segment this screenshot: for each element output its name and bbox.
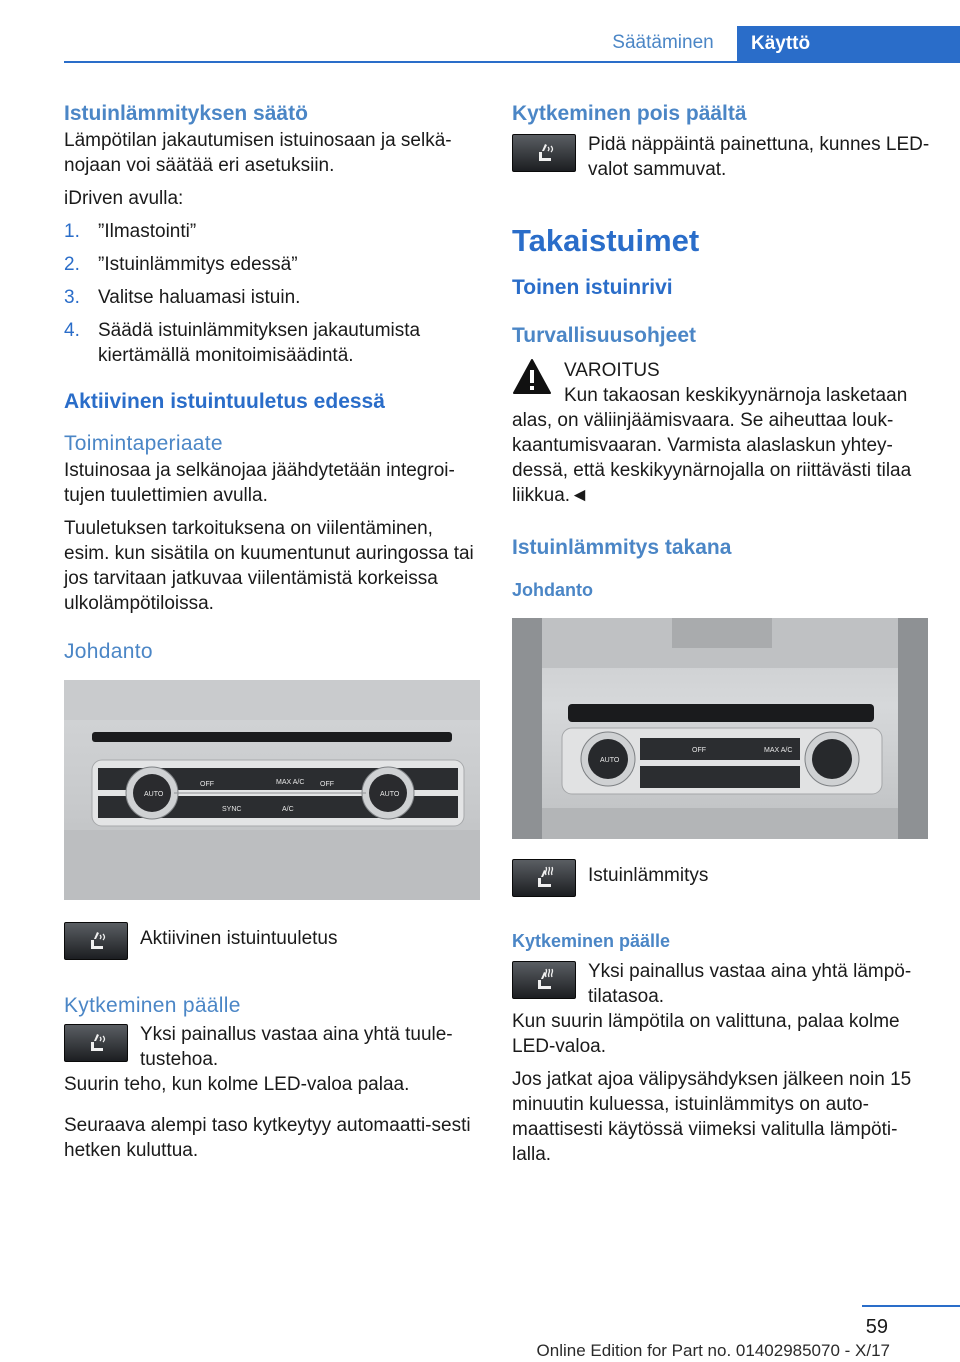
rear-climate-panel-illustration — [512, 618, 928, 839]
panel-label-auto-right: AUTO — [380, 791, 400, 798]
icon-caption-seat-heating: Istuinlämmitys — [588, 865, 709, 886]
left-column — [64, 100, 482, 1163]
paragraph-switch-on: Yksi painallus vastaa aina yhtä tuule-tustehoa. — [140, 1024, 453, 1070]
switch-off-icon-row — [512, 132, 932, 182]
seat-ventilation-icon — [512, 134, 576, 172]
heading-rear-intro: Johdanto — [512, 580, 593, 600]
front-climate-panel-photo — [64, 680, 480, 900]
warning-triangle-icon — [512, 358, 552, 394]
step-number: 4. — [64, 320, 80, 341]
heading-active-ventilation: Aktiivinen istuintuuletus edessä — [64, 390, 385, 413]
paragraph-idrive: iDriven avulla: — [64, 188, 184, 209]
paragraph-max-power: Suurin teho, kun kolme LED-valoa palaa. — [64, 1074, 410, 1095]
heading-rear-switch-on: Kytkeminen päälle — [512, 931, 671, 951]
seat-heating-icon — [512, 961, 576, 999]
step-number: 2. — [64, 254, 80, 275]
ventilation-icon-row — [64, 920, 482, 970]
heading-intro: Johdanto — [64, 640, 153, 663]
step-text: ”Ilmastointi” — [98, 221, 197, 242]
footer-divider — [862, 1305, 960, 1307]
rear-climate-panel-photo — [512, 618, 928, 839]
list-item — [64, 318, 482, 368]
paragraph-rear-switch-on: Yksi painallus vastaa aina yhtä lämpö-tilatasoa. — [588, 961, 912, 1007]
step-text: Säädä istuinlämmityksen jakautumista kiertämällä monitoimisäädintä. — [98, 320, 421, 366]
panel-label-ac: A/C — [282, 806, 294, 813]
panel-label-max-ac: MAX A/C — [276, 779, 305, 786]
panel-label-sync: SYNC — [222, 806, 242, 813]
front-climate-panel-illustration — [64, 680, 480, 900]
step-number: 1. — [64, 221, 80, 242]
edition-note: Online Edition for Part no. 01402985070 - X/17 — [536, 1341, 890, 1360]
panel-label-off-left: OFF — [200, 781, 214, 788]
list-item — [64, 252, 482, 277]
rear-panel-label-auto: AUTO — [600, 757, 620, 764]
paragraph-principle: Istuinosaa ja selkänojaa jäähdytetään integroi-tujen tuulettimien avulla. — [64, 460, 455, 506]
rear-switch-on-icon-row — [512, 959, 932, 1009]
list-item — [64, 219, 482, 244]
rear-panel-label-max-ac: MAX A/C — [764, 747, 793, 754]
steps-list — [64, 219, 482, 368]
paragraph-rear-continue: Jos jatkat ajoa välipysähdyksen jälkeen noin 15 minuutin kuluessa, istuinlämmitys on auto-maattisesti käytössä viimeksi valitulla lämpöti-lalla. — [512, 1069, 912, 1165]
step-text: Valitse haluamasi istuin. — [98, 287, 301, 308]
seat-heating-icon — [512, 859, 576, 897]
page-header — [0, 0, 960, 62]
seat-ventilation-icon — [64, 1024, 128, 1062]
heading-rear-seat-heating: Istuinlämmitys takana — [512, 536, 732, 559]
seat-heating-icon-row — [512, 857, 932, 907]
paragraph-switch-off: Pidä näppäintä painettuna, kunnes LED-valot sammuvat. — [588, 134, 930, 180]
heading-safety: Turvallisuusohjeet — [512, 324, 696, 347]
step-text: ”Istuinlämmitys edessä” — [98, 254, 298, 275]
header-section-label: Säätäminen — [612, 32, 714, 53]
step-number: 3. — [64, 287, 80, 308]
paragraph-rear-max: Kun suurin lämpötila on valittuna, palaa kolme LED-valoa. — [512, 1011, 900, 1057]
warning-block — [512, 358, 932, 508]
paragraph-auto-step-down: Seuraava alempi taso kytkeytyy automaatti-sesti hetken kuluttua. — [64, 1115, 471, 1161]
right-column — [512, 100, 932, 1167]
heading-rear-seats: Takaistuimet — [512, 223, 700, 258]
warning-text: Kun takaosan keskikyynärnoja lasketaan alas, on väliinjäämisvaara. Se aiheuttaa louk-kaantumisvaaran. Varmista alaslaskun yhtey-dessä, että keskikyynärnojalla on riittävästi tilaa liikkua.◄ — [512, 385, 912, 506]
heading-seat-heating-adjust: Istuinlämmityksen säätö — [64, 102, 308, 125]
header-chapter-tab: Käyttö — [737, 26, 960, 62]
heading-switch-off: Kytkeminen pois päältä — [512, 102, 747, 125]
heading-switch-on: Kytkeminen päälle — [64, 994, 241, 1017]
list-item — [64, 285, 482, 310]
header-divider — [64, 61, 960, 63]
heading-second-row: Toinen istuinrivi — [512, 276, 673, 299]
heading-principle: Toimintaperiaate — [64, 432, 223, 455]
paragraph-distribution: Lämpötilan jakautumisen istuinosaan ja selkä-nojaan voi säätää eri asetuksiin. — [64, 130, 452, 176]
panel-label-off-right: OFF — [320, 781, 334, 788]
rear-panel-label-off: OFF — [692, 747, 706, 754]
warning-title: VAROITUS — [564, 360, 660, 381]
seat-ventilation-icon — [64, 922, 128, 960]
panel-label-auto-left: AUTO — [144, 791, 164, 798]
paragraph-purpose: Tuuletuksen tarkoituksena on viilentäminen, esim. kun sisätila on kuumentunut auringossa tai jos tarvitaan jatkuvaa viilentämistä korkeissa ulkolämpötiloissa. — [64, 518, 474, 614]
icon-caption-active-ventilation: Aktiivinen istuintuuletus — [140, 928, 338, 949]
switch-on-icon-row — [64, 1022, 482, 1072]
page-number: 59 — [865, 1316, 888, 1338]
